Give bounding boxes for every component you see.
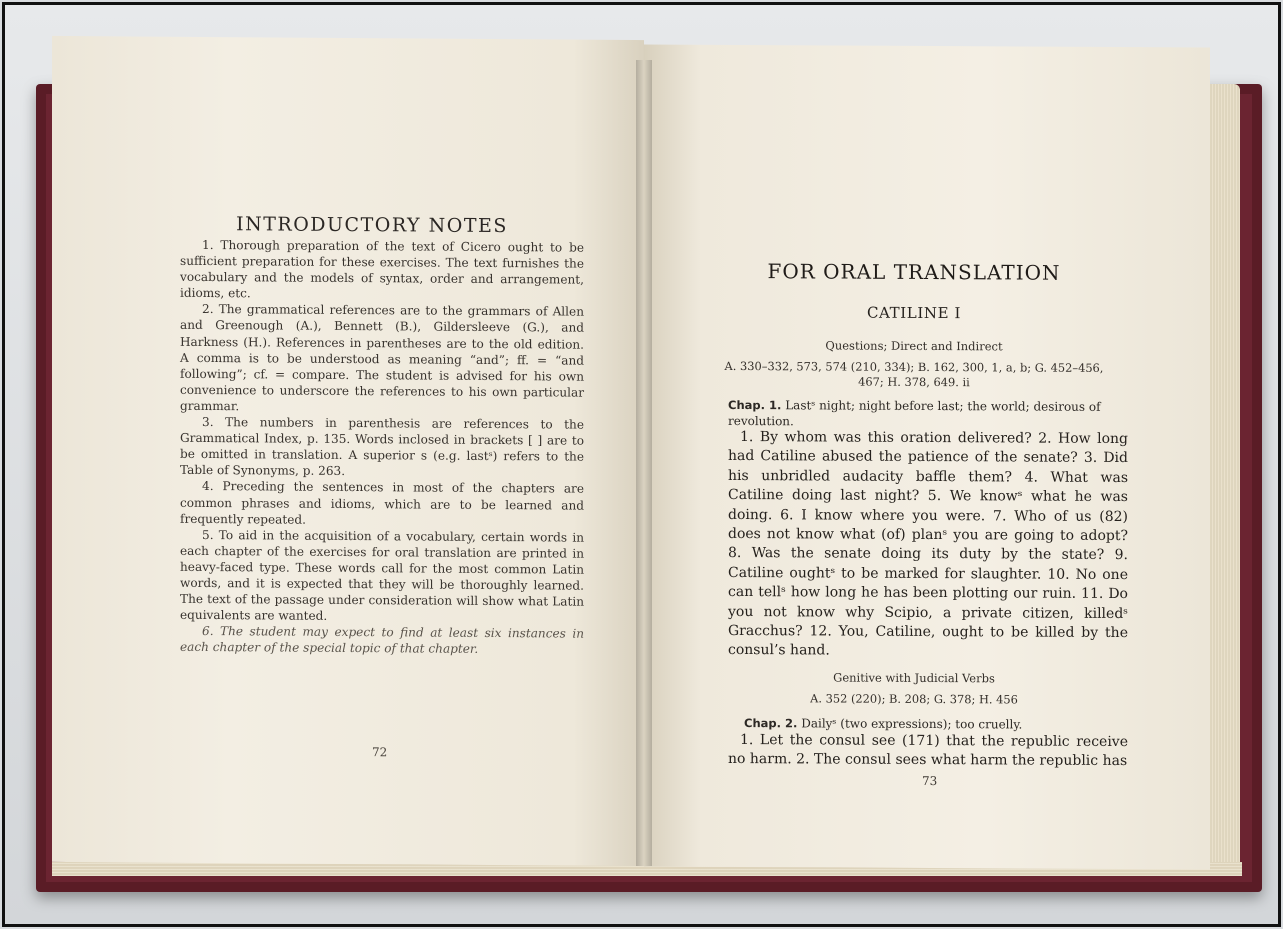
note-paragraph-2: 2. The grammatical references are to the grammars of Allen and Greenough (A.), Bennett (B.), Gildersleeve (G.), and Harkness (H.). References in parentheses are to the old edition. A comma is to be understood as meaning “and”; ff. = “and following”; cf. = compare. The student is advised for his own convenience to underscore the references to his own particular grammar.	[180, 302, 584, 414]
right-page-number: 73	[922, 773, 938, 789]
chapter-2-label: Chap. 2.	[744, 716, 798, 731]
chapter-1-text	[728, 428, 1128, 663]
chapter-2-phrase-text: Dailyˢ (two expressions); too cruelly.	[801, 716, 1023, 732]
right-page-subtitle: CATILINE I	[866, 303, 962, 323]
section-references-genitive: A. 352 (220); B. 208; G. 378; H. 456	[810, 691, 1018, 707]
chapter-2-text	[728, 731, 1128, 772]
right-page	[644, 45, 1210, 870]
chapter-2-sentences: 1. Let the consul see (171) that the republic receive no harm. 2. The consul sees what harm the republic has	[728, 732, 1128, 770]
left-page-title: INTRODUCTORY NOTES	[236, 213, 508, 238]
note-paragraph-5: 5. To aid in the acquisition of a vocabulary, certain words in each chapter of the exercises for oral translation are printed in heavy-faced type. These words call for the most common Latin words, and it is expected that they will be thoroughly learned. The text of the passage under consideration will show what Latin equivalents are wanted.	[180, 527, 584, 624]
section-heading-genitive: Genitive with Judicial Verbs	[833, 670, 995, 686]
right-page-title: FOR ORAL TRANSLATION	[767, 259, 1061, 285]
left-page-body	[180, 237, 584, 658]
chapter-1-phrase-text: Lastˢ night; night before last; the world; desirous of revolution.	[728, 398, 1101, 429]
chapter-1-label: Chap. 1.	[728, 397, 782, 413]
note-paragraph-6: 6. The student may expect to find at least six instances in each chapter of the special topic of that chapter.	[180, 624, 584, 657]
chapter-1-sentences: 1. By whom was this oration delivered? 2. How long had Catiline abused the patience of the senate? 3. Did his unbridled audacity baffle them? 4. What was Catiline doing last night? 5. We knowˢ what he was doing. 6. I know where you were. 7. Who of us (82) does not know what (of) planˢ you are going to adopt? 8. Was the senate doing its duty by the state? 9. Catiline oughtˢ to be marked for slaughter. 10. No one can tellˢ how long he has been plotting our ruin. 11. Do you not know why Scipio, a private citizen, killedˢ Gracchus? 12. You, Catiline, ought to be killed by the consul’s hand.	[728, 429, 1128, 659]
book-gutter	[636, 60, 652, 866]
section-references-questions: A. 330–332, 573, 574 (210, 334); B. 162, 300, 1, a, b; G. 452–456, 467; H. 378, 649. ii	[724, 358, 1104, 390]
left-page-number: 72	[372, 745, 388, 760]
note-paragraph-4: 4. Preceding the sentences in most of the chapters are common phrases and idioms, which are to be learned and frequently repeated.	[180, 479, 584, 527]
left-page	[52, 36, 644, 866]
chapter-1-phrases	[728, 397, 1128, 431]
section-heading-questions: Questions; Direct and Indirect	[825, 338, 1003, 354]
note-paragraph-1: 1. Thorough preparation of the text of Cicero ought to be sufficient preparation for these exercises. The text furnishes the vocabulary and the models of syntax, order and arrangement, idioms, etc.	[180, 237, 584, 301]
note-paragraph-3: 3. The numbers in parenthesis are references to the Grammatical Index, p. 135. Words inclosed in brackets [ ] are to be omitted in translation. A superior s (e.g. lastˢ) refers to the Table of Synonyms, p. 263.	[180, 415, 584, 479]
